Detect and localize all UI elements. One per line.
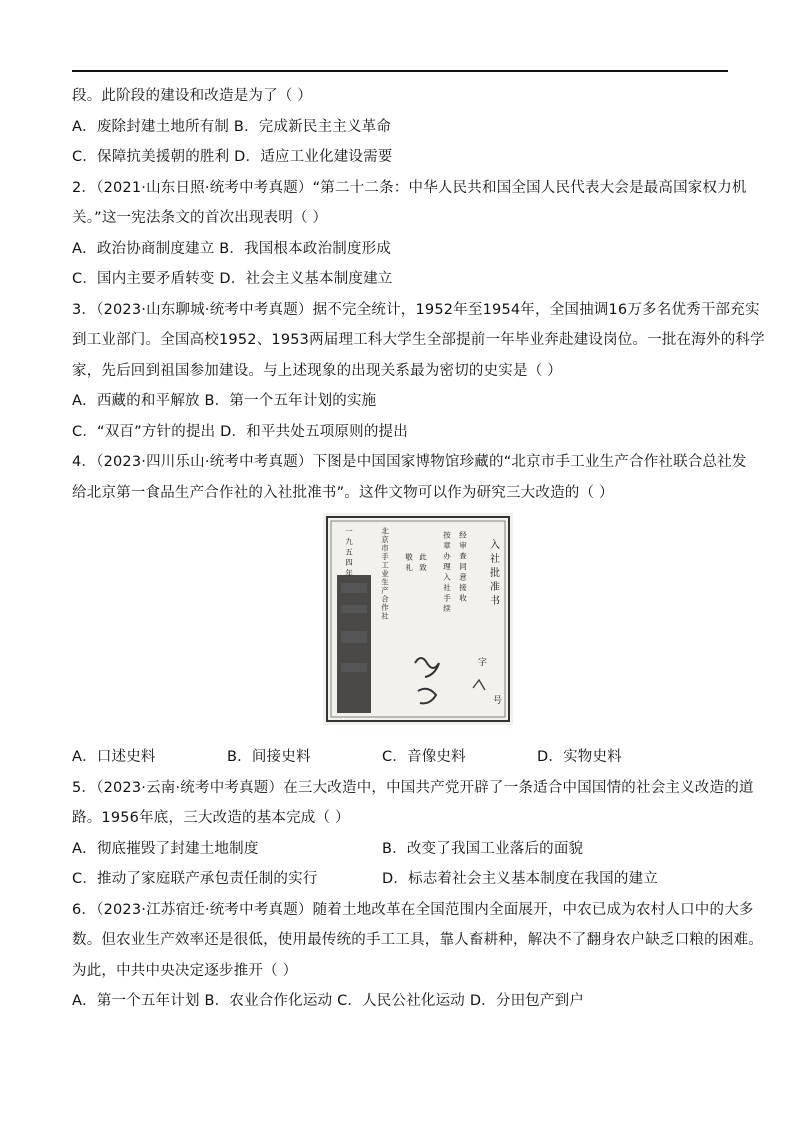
header-rule <box>72 70 728 72</box>
question-sheet <box>72 86 765 1022</box>
q4-stem-line1: 4．（2023·四川乐山·统考中考真题）下图是中国国家博物馆珍藏的“北京市手工业生产合作社联合总社发 <box>72 454 747 470</box>
q3-options-ab: A．西藏的和平解放 B．第一个五年计划的实施 <box>72 393 377 409</box>
q4-option-b: B．间接史料 <box>227 749 311 765</box>
q1-options-ab: A．废除封建土地所有制 B．完成新民主主义革命 <box>72 118 392 135</box>
q5-option-c: C．推动了家庭联产承包责任制的实行 <box>72 871 318 887</box>
q4-options <box>72 747 728 767</box>
q2-options-ab: A．政治协商制度建立 B．我国根本政治制度形成 <box>72 240 392 257</box>
q4-option-a: A．口述史料 <box>72 749 156 765</box>
cert-title: 入社批准书 <box>487 539 499 609</box>
cert-date-col: 一九五四年 <box>344 527 354 580</box>
cert-body-col3: 此致 <box>418 553 428 574</box>
cert-body-col2: 按章办理入社手续 <box>442 531 452 615</box>
q4-figure <box>72 513 728 735</box>
q5-option-b: B．改变了我国工业落后的面貌 <box>382 840 584 857</box>
q4-option-c: C．音像史料 <box>382 749 466 765</box>
q5-stem-line1: 5．（2023·云南·统考中考真题）在三大改造中，中国共产党开辟了一条适合中国国情的社会主义改造的道 <box>72 779 754 796</box>
q2-stem-line1: 2．（2021·山东日照·统考中考真题）“第二十二条：中华人民共和国全国人民代表大会是最高国家权力机 <box>72 179 747 196</box>
q6-stem-line3: 为此，中共中央决定逐步推开（ ） <box>72 962 298 979</box>
q2-stem-line2: 关。”这一宪法条文的首次出现表明（ ） <box>72 210 328 226</box>
q3-stem-line3: 家，先后回到祖国参加建设。与上述现象的出现关系最为密切的史实是（ ） <box>72 362 562 379</box>
q4-option-d: D．实物史料 <box>537 749 622 765</box>
cert-org-col: 北京市手工业生产合作社 <box>380 527 390 621</box>
q1-options-cd: C．保障抗美援朝的胜利 D．适应工业化建设需要 <box>72 149 393 165</box>
q6-options: A．第一个五年计划 B．农业合作化运动 C．人民公社化运动 D．分田包产到户 <box>72 993 585 1009</box>
admission-certificate-image <box>323 513 513 725</box>
cert-body-col4: 敬礼 <box>404 553 414 574</box>
q5-stem-line2: 路。1956年底，三大改造的基本完成（ ） <box>72 810 350 826</box>
q4-stem-line2: 给北京第一食品生产合作社的入社批准书”。这件文物可以作为研究三大改造的（ ） <box>72 484 614 501</box>
q3-stem-line2: 到工业部门。全国高校1952、1953两届理工科大学生全部提前一年毕业奔赴建设岗位。一批在海外的科学 <box>72 332 765 348</box>
q2-options-cd: C．国内主要矛盾转变 D．社会主义基本制度建立 <box>72 271 393 287</box>
q6-stem-line1: 6．（2023·江苏宿迁·统考中考真题）随着土地改革在全国范围内全面展开，中农已成为农村人口中的大多 <box>72 901 754 918</box>
cert-serial-char: 字 <box>478 658 488 668</box>
cert-serial-no: 号 <box>493 696 503 706</box>
cert-body-col1: 经审查同意接收 <box>458 531 468 605</box>
q1-stem-tail: 段。此阶段的建设和改造是为了（ ） <box>72 88 313 104</box>
q5-options-cd <box>72 869 728 889</box>
q6-stem-line2: 数。但农业生产效率还是很低，使用最传统的手工工具，靠人畜耕种，解决不了翻身农户缺乏口粮的困难。 <box>72 932 763 948</box>
q5-options-ab <box>72 839 728 859</box>
q5-option-d: D．标志着社会主义基本制度在我国的建立 <box>382 871 658 887</box>
q3-stem-line1: 3．（2023·山东聊城·统考中考真题）据不完全统计，1952年至1954年，全国抽调16万多名优秀干部充实 <box>72 301 760 318</box>
q5-option-a: A．彻底摧毁了封建土地制度 <box>72 840 259 857</box>
q3-options-cd: C．“双百”方针的提出 D．和平共处五项原则的提出 <box>72 423 408 440</box>
